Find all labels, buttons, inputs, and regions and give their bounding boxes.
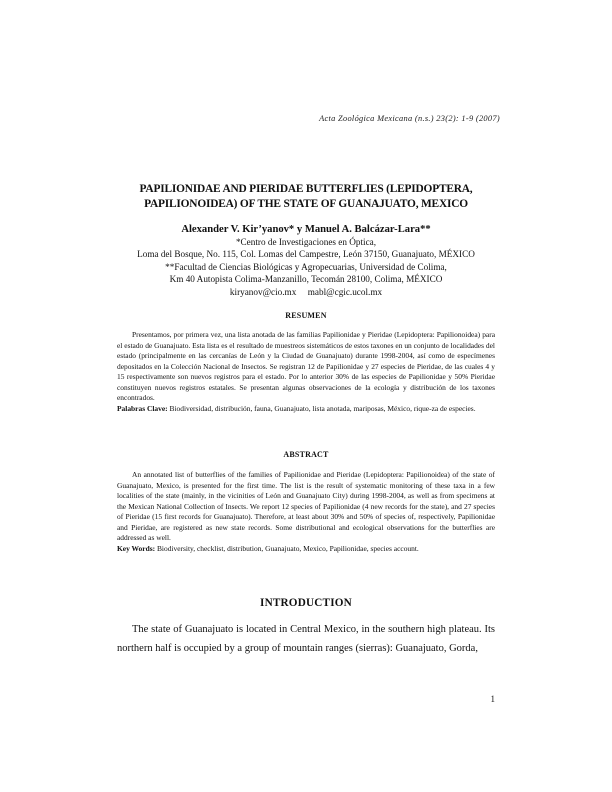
- title-line-1: PAPILIONIDAE AND PIERIDAE BUTTERFLIES (LEPIDOPTERA,: [139, 183, 473, 195]
- paper-title: [100, 182, 512, 212]
- author-emails[interactable]: kiryanov@cio.mx mabl@cgic.ucol.mx: [229, 286, 383, 297]
- abstract-heading: ABSTRACT: [283, 450, 329, 459]
- abstract-keywords-list: Biodiversity, checklist, distribution, Guanajuato, Mexico, Papilionidae, species account.: [155, 543, 419, 553]
- abstract-keywords: [117, 544, 495, 555]
- introduction-heading: INTRODUCTION: [260, 597, 352, 609]
- resumen-text: Presentamos, por primera vez, una lista anotada de las familias Papilionidae y Pieridae (Lepidoptera: Papilionoidea) para el estado de Guanajuato. Esta lista es el resultado de muestreos sistemáticos de estos taxones en un conjunto de localidades del estado (principalmente en las cercanías de León y la Ciudad de Guanajuato) durante 1998-2004, así como de especímenes depositados en la Colección Nacional de Insectos. Se registran 12 de Papilionidae y 27 especies de Pieridae, de las cuales 4 y 15 respectivamente son nuevos registros para el estado. Por lo anterior 30% de las especies de Papilionidae y 50% Pieridae constituyen nuevos registros estatales. Se presentan algunas observaciones de la ecología y distribución de los taxones encontrados.: [117, 330, 495, 402]
- resumen-block: [117, 330, 495, 414]
- affiliation-line-3: **Facultad de Ciencias Biológicas y Agropecuarias, Universidad de Colima,: [165, 261, 447, 272]
- introduction-body: [117, 620, 495, 658]
- abstract-block: [117, 470, 495, 554]
- page-number: 1: [490, 694, 495, 704]
- resumen-keywords-list: Biodiversidad, distribución, fauna, Guanajuato, lista anotada, mariposas, México, rique-za de especies.: [167, 403, 476, 413]
- affiliation-line-1: *Centro de Investigaciones en Óptica,: [235, 237, 377, 247]
- title-line-2: PAPILIONOIDEA) OF THE STATE OF GUANAJUATO, MEXICO: [144, 198, 468, 210]
- affiliation-line-4: Km 40 Autopista Colima-Manzanillo, Tecomán 28100, Colima, MÉXICO: [169, 274, 443, 285]
- introduction-paragraph: The state of Guanajuato is located in Central Mexico, in the southern high plateau. Its northern half is occupied by a group of mountain ranges (sierras): Guanajuato, Gorda,: [117, 624, 495, 654]
- abstract-text: An annotated list of butterflies of the families of Papilionidae and Pieridae (Lepidoptera: Papilionoidea) of the state of Guanajuato, Mexico, is presented for the first time. The list is the result of systematic monitoring of these taxa in a few localities of the state (mainly, in the vicinities of León and Guanajuato City) during 1998-2004, as well as from specimens at the Mexican National Collection of Insects. We report 12 species of Papilionidae (4 new records for the state), and 27 species of Pieridae (15 first records for Guanajuato). Therefore, at least about 30% and 50% of species of, respectively, Papilionidae and Pieridae, are registered as new state records. Some distributional and ecological observations for the butterflies are addressed as well.: [117, 470, 495, 542]
- abstract-keywords-label: Key Words:: [117, 543, 156, 553]
- affiliations: [100, 236, 512, 298]
- journal-citation: Acta Zoológica Mexicana (n.s.) 23(2): 1-9 (2007): [319, 114, 500, 123]
- resumen-keywords-label: Palabras Clave:: [117, 403, 168, 413]
- affiliation-line-2: Loma del Bosque, No. 115, Col. Lomas del Campestre, León 37150, Guanajuato, MÉXICO: [137, 249, 475, 260]
- resumen-heading: RESUMEN: [285, 311, 327, 320]
- authors: Alexander V. Kir’yanov* y Manuel A. Balcázar-Lara**: [181, 224, 431, 235]
- resumen-keywords: [117, 404, 495, 415]
